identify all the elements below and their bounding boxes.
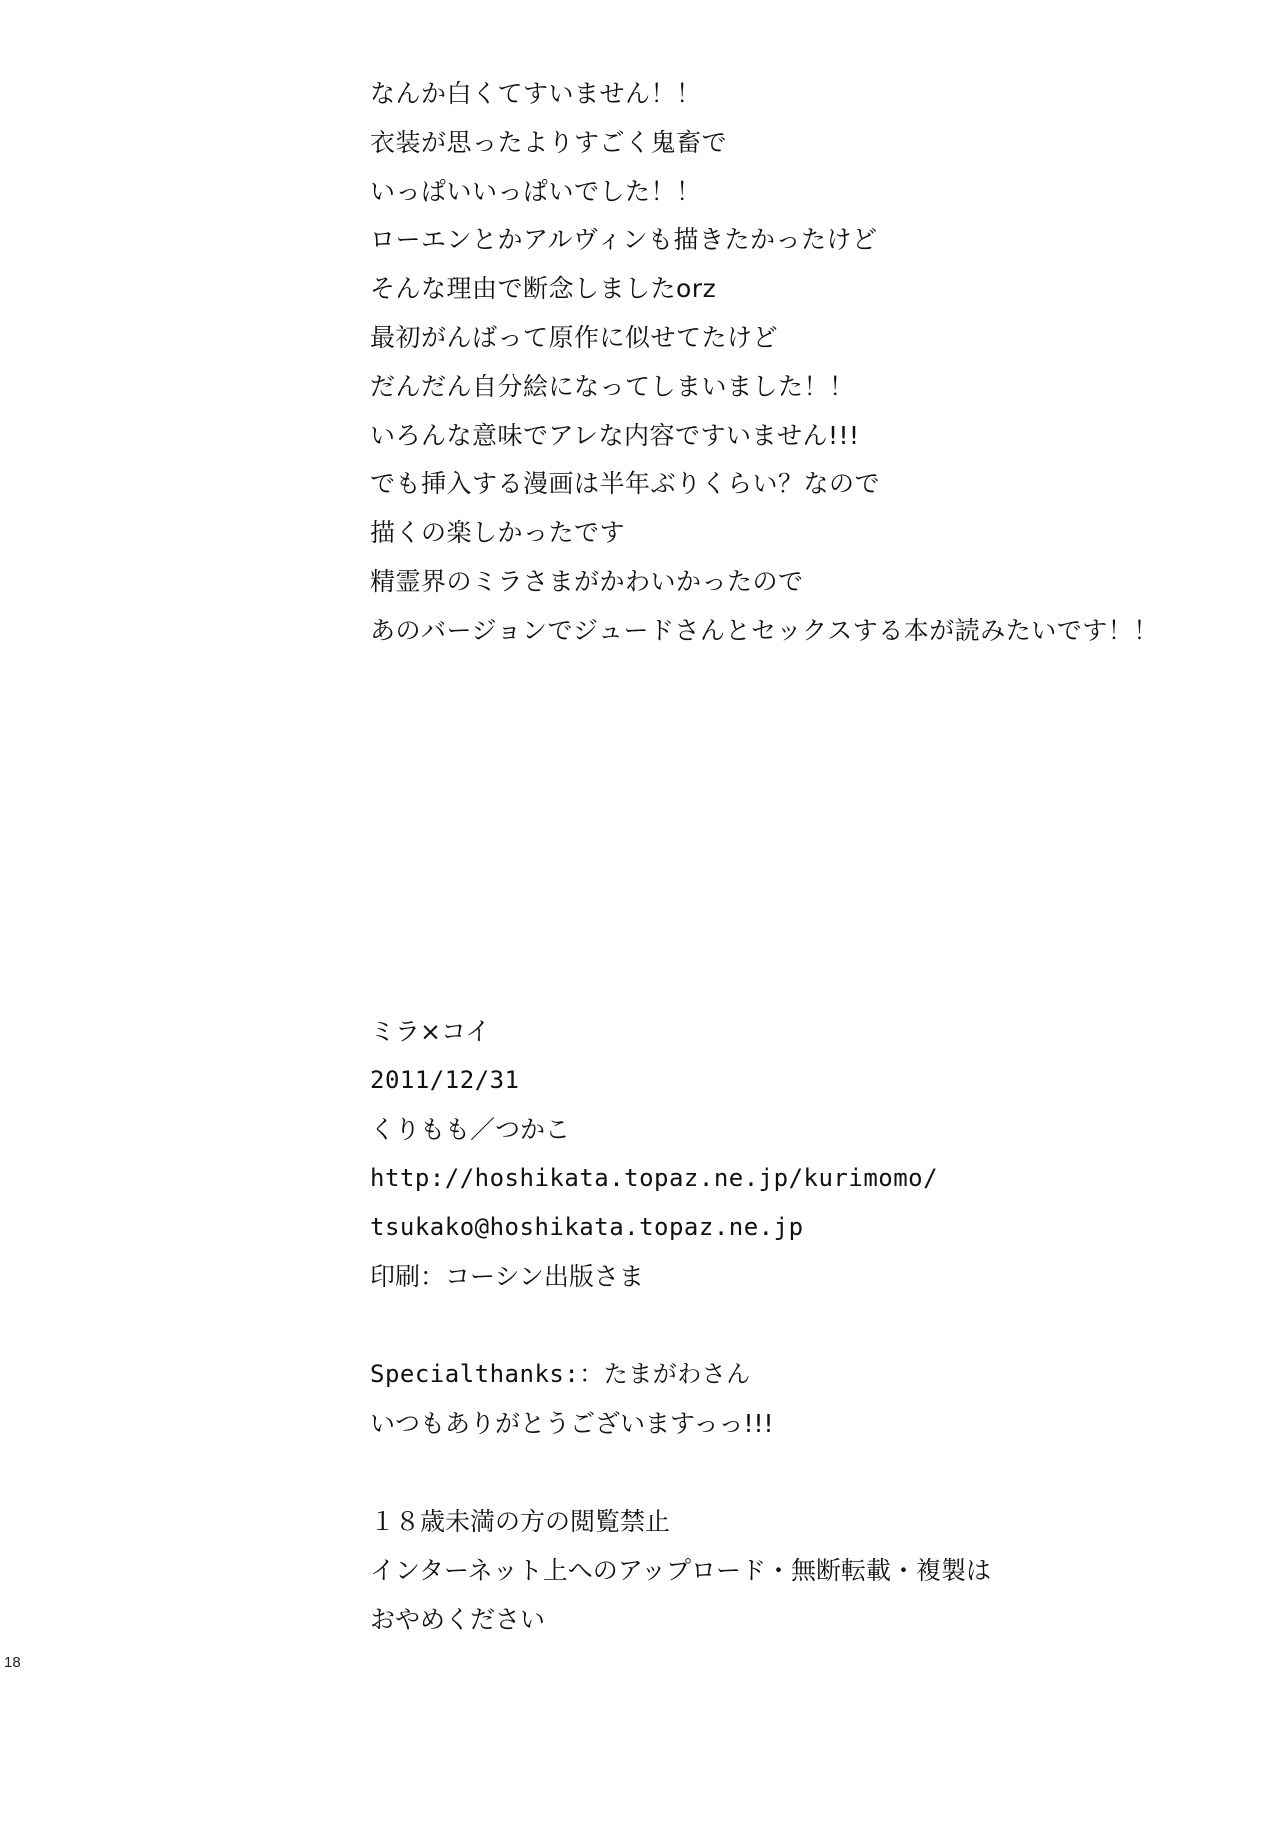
- afterword-line: 精霊界のミラさまがかわいかったので: [370, 566, 804, 596]
- afterword-line: ローエンとかアルヴィンも描きたかったけど: [370, 225, 878, 255]
- printer-credit: 印刷：コーシン出版さま: [370, 1262, 644, 1291]
- afterword-line: だんだん自分絵になってしまいました！！: [370, 371, 855, 401]
- afterword-line: 衣装が思ったよりすごく鬼畜で: [370, 127, 728, 157]
- afterword-line: いっぱいいっぱいでした！！: [370, 176, 702, 206]
- spacer: [370, 1301, 1230, 1350]
- afterword-line: そんな理由で断念しましたorz: [370, 274, 717, 304]
- age-restriction-notice: １８歳未満の方の閲覧禁止: [370, 1507, 671, 1536]
- afterword-line: 描くの楽しかったです: [370, 518, 626, 548]
- special-thanks: Specialthanks:：たまがわさん: [370, 1360, 751, 1388]
- publication-date: 2011/12/31: [370, 1066, 520, 1094]
- thanks-message: いつもありがとうございますっっ!!!: [370, 1409, 774, 1438]
- spacer: [370, 1448, 1230, 1497]
- afterword-line: 最初がんばって原作に似せてたけど: [370, 322, 779, 352]
- website-url: http://hoshikata.topaz.ne.jp/kurimomo/: [370, 1164, 939, 1192]
- upload-prohibition-notice-cont: おやめください: [370, 1605, 546, 1634]
- colophon: [370, 1007, 1230, 1644]
- afterword-text: [370, 70, 1250, 656]
- afterword-line: あのバージョンでジュードさんとセックスする本が読みたいです！！: [370, 615, 1159, 645]
- afterword-line: いろんな意味でアレな内容ですいません!!!: [370, 420, 860, 450]
- book-title: ミラ×コイ: [370, 1017, 491, 1046]
- upload-prohibition-notice: インターネット上へのアップロード・無断転載・複製は: [370, 1556, 992, 1585]
- contact-email: tsukako@hoshikata.topaz.ne.jp: [370, 1213, 804, 1241]
- page-number: 18: [4, 1654, 21, 1671]
- afterword-line: でも挿入する漫画は半年ぶりくらい？なので: [370, 469, 881, 499]
- afterword-line: なんか白くてすいません！！: [370, 79, 702, 108]
- circle-author: くりもも／つかこ: [370, 1115, 571, 1144]
